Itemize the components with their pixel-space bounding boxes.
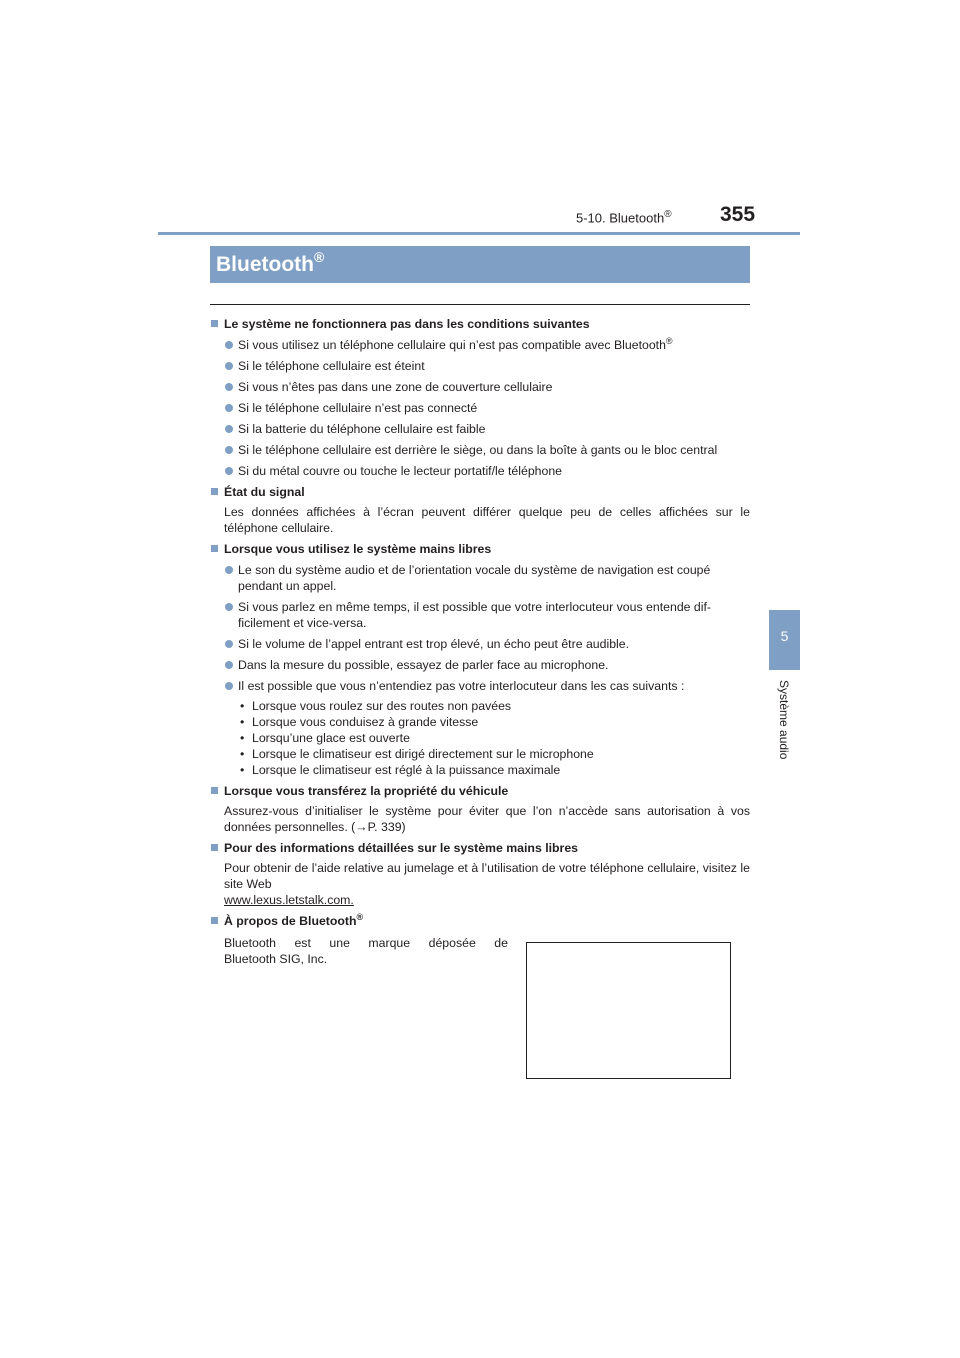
info-paragraph: Pour obtenir de l’aide relative au jumelage et à l’utilisation de votre téléphone cellulaire, visitez le site Web www.lexus.letstalk.com.	[224, 861, 750, 907]
heading-conditions: Le système ne fonctionnera pas dans les conditions suivantes	[210, 316, 750, 332]
image-placeholder	[526, 942, 731, 1079]
bullet-item: Il est possible que vous n’entendiez pas votre interlocuteur dans les cas suivants :	[210, 678, 750, 694]
heading-about: À propos de Bluetooth®	[210, 913, 750, 929]
page-title: Bluetooth®	[216, 249, 325, 276]
sub-list-item: • Lorsque le climatiseur est dirigé directement sur le microphone	[238, 746, 750, 762]
heading-transfer: Lorsque vous transférez la propriété du véhicule	[210, 783, 750, 799]
transfer-paragraph: Assurez-vous d’initialiser le système pour éviter que l’on n’accède sans autorisation à vos données personnelles. (→P. 339)	[224, 804, 750, 834]
bullet-item: Dans la mesure du possible, essayez de parler face au microphone.	[210, 657, 750, 673]
page-content	[210, 316, 750, 967]
sub-list-item: • Lorsqu’une glace est ouverte	[238, 730, 750, 746]
page-number: 355	[720, 203, 756, 226]
bullet-item: Si vous utilisez un téléphone cellulaire qui n’est pas compatible avec Bluetooth®	[210, 337, 750, 353]
bullet-item: Si la batterie du téléphone cellulaire est faible	[210, 421, 750, 437]
sub-list-item: • Lorsque le climatiseur est réglé à la puissance maximale	[238, 762, 750, 778]
title-registered-mark: ®	[313, 249, 325, 265]
chapter-title: Système audio	[777, 680, 791, 760]
chapter-number: 5	[780, 628, 789, 644]
page-reference[interactable]: P. 339)	[367, 820, 406, 834]
about-paragraph: Bluetooth est une marque déposée de Bluetooth SIG, Inc.	[224, 936, 508, 966]
registered-mark: ®	[664, 209, 672, 220]
website-link[interactable]: www.lexus.letstalk.com.	[224, 893, 354, 907]
bullet-item: Si le téléphone cellulaire n’est pas connecté	[210, 400, 750, 416]
header-section-title: 5-10. Bluetooth®	[576, 209, 672, 226]
bullet-item: Si vous parlez en même temps, il est possible que votre interlocuteur vous entende dif-ficilement et vice-versa.	[210, 599, 750, 631]
arrow-icon: →	[355, 820, 368, 834]
title-divider	[210, 304, 750, 305]
header-rule	[158, 232, 800, 235]
section-title-bar	[210, 246, 750, 283]
chapter-tab	[769, 610, 800, 670]
bullet-item: Si le volume de l’appel entrant est trop élevé, un écho peut être audible.	[210, 636, 750, 652]
signal-paragraph: Les données affichées à l’écran peuvent différer quelque peu de celles affichées sur le téléphone cellulaire.	[224, 505, 750, 535]
bullet-item: Si le téléphone cellulaire est derrière le siège, ou dans la boîte à gants ou le bloc central	[210, 442, 750, 458]
heading-signal: État du signal	[210, 484, 750, 500]
heading-info: Pour des informations détaillées sur le système mains libres	[210, 840, 750, 856]
sub-list-item: • Lorsque vous roulez sur des routes non pavées	[238, 698, 750, 714]
bullet-item: Si du métal couvre ou touche le lecteur portatif/le téléphone	[210, 463, 750, 479]
sub-list-item: • Lorsque vous conduisez à grande vitesse	[238, 714, 750, 730]
heading-handsfree: Lorsque vous utilisez le système mains libres	[210, 541, 750, 557]
bullet-item: Si le téléphone cellulaire est éteint	[210, 358, 750, 374]
sub-list	[210, 698, 750, 778]
bullet-item: Le son du système audio et de l’orientation vocale du système de navigation est coupé pendant un appel.	[210, 562, 750, 594]
bullet-item: Si vous n’êtes pas dans une zone de couverture cellulaire	[210, 379, 750, 395]
